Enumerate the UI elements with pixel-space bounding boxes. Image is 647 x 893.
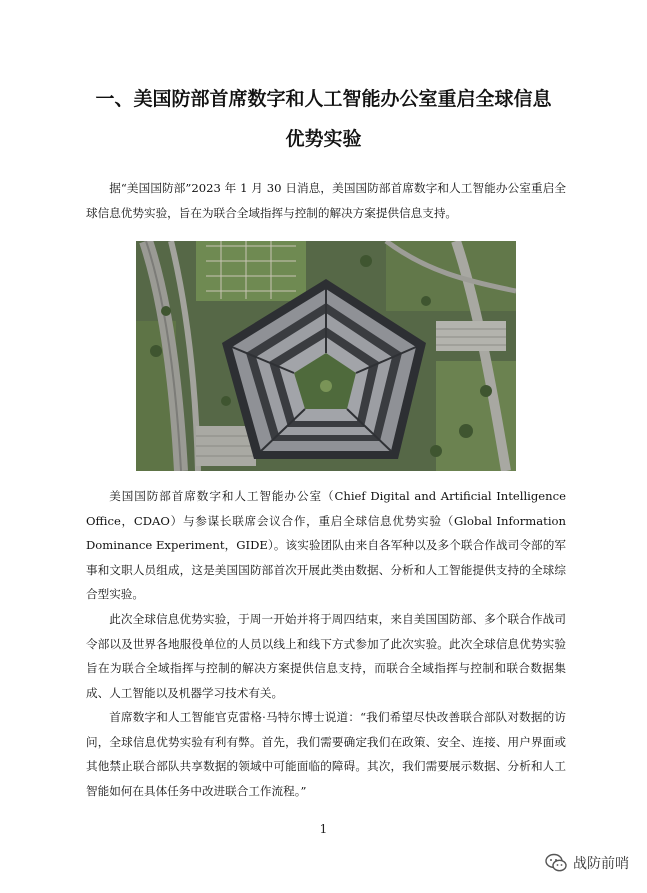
wechat-icon	[545, 853, 567, 873]
page-title-line-2: 优势实验	[285, 128, 362, 150]
paragraph-1: 据“美国国防部”2023 年 1 月 30 日消息，美国国防部首席数字和人工智能办公室重启全球信息优势实验，旨在为联合全域指挥与控制的解决方案提供信息支持。	[86, 181, 566, 220]
account-watermark	[545, 853, 629, 873]
paragraph-4: 首席数字和人工智能官克雷格·马特尔博士说道：“我们希望尽快改善联合部队对数据的访问，全球信息优势实验有利有弊。首先，我们需要确定我们在政策、安全、连接、用户界面或其他禁止联合部队共享数据的领域中可能面临的障碍。其次，我们需要展示数据、分析和人工智能如何在具体任务中改进联合工作流程。”	[86, 710, 566, 798]
page-title-line-1: 一、美国防部首席数字和人工智能办公室重启全球信息	[95, 88, 552, 110]
pentagon-aerial-photo	[136, 241, 516, 471]
paragraph-3: 此次全球信息优势实验，于周一开始并将于周四结束，来自美国国防部、多个联合作战司令部以及世界各地服役单位的人员以线上和线下方式参加了此次实验。此次全球信息优势实验旨在为联合全域指挥与控制的解决方案提供信息支持，而联合全域指挥与控制和联合数据集成、人工智能以及机器学习技术有关。	[86, 612, 566, 700]
paragraph-2: 美国国防部首席数字和人工智能办公室（Chief Digital and Artificial Intelligence Office，CDAO）与参谋长联席会议合作，重启全球信息优势实验（Global Information Dominance Experiment，GIDE）。该实验团队由来自各军种以及多个联合作战司令部的军事和文职人员组成，这是美国国防部首次开展此类由数据、分析和人工智能提供支持的全球综合型实验。	[86, 489, 566, 602]
page-number: 1	[319, 822, 328, 836]
watermark-label: 战防前哨	[573, 856, 629, 872]
